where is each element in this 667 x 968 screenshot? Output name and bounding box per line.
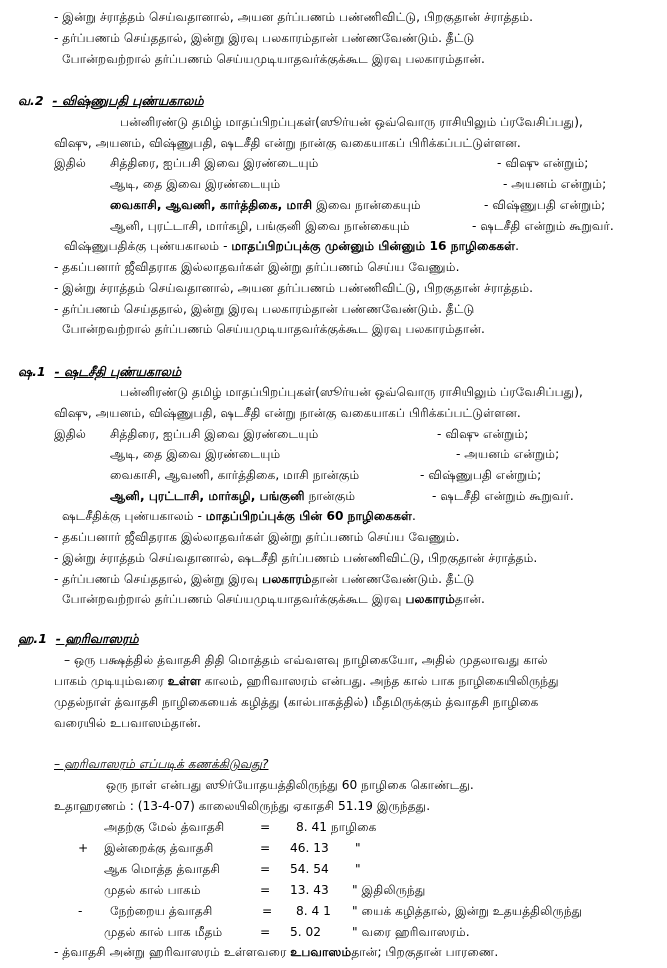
section-code: ஷ.1 [18, 364, 46, 379]
paragraph-line: முதல்நாள் த்வாதசி நாழிகையைக் கழித்து (கால்பாகத்தில்) மீதமிருக்கும் த்வாதசி நாழிகை [54, 695, 539, 709]
calc-value: 5. 02 [290, 925, 322, 939]
punctuation: . [411, 509, 416, 523]
punyakalam-value: மாதப்பிறப்புக்கு பின் 60 நாழிகைகள் [205, 509, 412, 523]
paragraph-line: – ஒரு பக்ஷத்தில் த்வாதசி திதி மொத்தம் எவ்வளவு நாழிகையோ, அதில் முதலாவது கால் [64, 653, 548, 667]
punyakalam-value: மாதப்பிறப்புக்கு முன்னும் பின்னும் 16 நாழிகைகள் [231, 239, 516, 253]
calc-value: 13. 43 [290, 883, 329, 897]
paragraph-line: விஷு, அயனம், விஷ்ணுபதி, ஷடசீதி என்று நான்கு வகையாகப் பிரிக்கப்பட்டுள்ளன. [54, 136, 521, 150]
section-heading-harivasaram [18, 631, 139, 647]
row-type: - ஷடசீதி என்றும் கூறுவர். [432, 489, 574, 503]
calc-label: முதல் கால் பாகம் [104, 883, 201, 897]
row-months: ஆனி, புரட்டாசி, மார்கழி, பங்குனி இவை நான்கையும் [110, 219, 410, 233]
calc-note: " [355, 862, 361, 876]
calc-label: ஆக மொத்த த்வாதசி [104, 862, 220, 876]
calc-label: நேற்றைய த்வாதசி [110, 904, 213, 918]
calc-equals: = [260, 820, 271, 834]
row-months: ஆடி, தை இவை இரண்டையும் [110, 447, 281, 461]
text-bold: பலகாரம் [262, 572, 312, 586]
bullet-line [54, 571, 474, 587]
punyakalam-line [64, 238, 519, 254]
intro-line-2: - தர்ப்பணம் செய்ததால், இன்று இரவு பலகாரம்தான் பண்ணவேண்டும். தீட்டு [54, 31, 475, 45]
intro-line-1: - இன்று ச்ராத்தம் செய்வதானால், அயன தர்ப்பணம் பண்ணிவிட்டு, பிறகுதான் ச்ராத்தம். [54, 10, 534, 24]
text: காலம், ஹரிவாஸரம் என்பது. அந்த கால் பாக நாழிகையிலிருந்து [200, 674, 559, 688]
bullet-line [62, 591, 485, 607]
paragraph-line: பன்னிரண்டு தமிழ் மாதப்பிறப்புகள்(ஸூர்யன் ஒவ்வொரு ராசியிலும் ப்ரவேசிப்பது), [120, 385, 583, 399]
row-type: - ஷடசீதி என்றும் கூறுவர். [472, 219, 614, 233]
calc-note: " யைக் கழித்தால், இன்று உதயத்திலிருந்து [352, 904, 583, 918]
row-months: வைகாசி, ஆவணி, கார்த்திகை, மாசி நான்கும் [110, 468, 360, 482]
row-type: - விஷ்ணுபதி என்றும்; [420, 468, 542, 482]
row-type: - அயனம் என்றும்; [503, 177, 607, 191]
months-suffix: நான்கும் [304, 489, 356, 503]
punyakalam-line [62, 508, 416, 524]
text: - த்வாதசி அன்று ஹரிவாஸரம் உள்ளவரை [54, 945, 291, 959]
punyakalam-label: ஷடசீதிக்கு புண்யகாலம் - [62, 509, 206, 523]
example-line: உதாஹரணம் : (13-4-07) காலையிலிருந்து ஏகாதசி 51.19 இருந்தது. [54, 799, 431, 813]
text-bold: உபவாஸம் [290, 945, 352, 959]
paragraph-line: வரையில் உபவாஸம்தான். [54, 716, 202, 730]
section-title: - ஹரிவாஸரம் [55, 631, 139, 646]
bullet-line: போன்றவற்றால் தர்ப்பணம் செய்யமுடியாதவர்க்குக்கூட இரவு பலகாரம்தான். [62, 322, 485, 336]
calc-value: 46. 13 [290, 841, 329, 855]
section-title: - விஷ்ணுபதி புண்யகாலம் [52, 93, 204, 108]
row-months: சித்திரை, ஐப்பசி இவை இரண்டையும் [110, 427, 319, 441]
calc-equals: = [260, 841, 271, 855]
section-code: வ.2 [18, 93, 44, 108]
section-code: ஹ.1 [18, 631, 47, 646]
months-bold: வைகாசி, ஆவணி, கார்த்திகை, மாசி [110, 198, 313, 212]
text: தான். [454, 592, 485, 606]
calc-note: " [355, 841, 361, 855]
punyakalam-label: விஷ்ணுபதிக்கு புண்யகாலம் - [64, 239, 232, 253]
question-heading: – ஹரிவாஸரம் எப்படிக் கணக்கிடுவது? [54, 757, 269, 771]
calc-equals: = [260, 925, 271, 939]
calc-operator: + [78, 841, 89, 855]
calc-equals: = [260, 883, 271, 897]
calc-label: இன்றைக்கு த்வாதசி [104, 841, 214, 855]
row-type: - விஷு என்றும்; [437, 427, 529, 441]
calc-value: 8. 4 1 [296, 904, 331, 918]
months-bold: ஆனி, புரட்டாசி, மார்கழி, பங்குனி [110, 489, 305, 503]
calc-value: 54. 54 [290, 862, 329, 876]
paragraph-line [54, 673, 559, 689]
calc-note: " இதிலிருந்து [352, 883, 426, 897]
paragraph-line: ஒரு நாள் என்பது ஸூர்யோதயத்திலிருந்து 60 நாழிகை கொண்டது. [106, 778, 474, 792]
bullet-line: - இன்று ச்ராத்தம் செய்வதானால், ஷடசீதி தர்ப்பணம் பண்ணிவிட்டு, பிறகுதான் ச்ராத்தம். [54, 551, 538, 565]
calc-label: முதல் கால் பாக மீதம் [104, 925, 223, 939]
section-heading-shadaseethi [18, 364, 181, 380]
punctuation: . [515, 239, 519, 253]
section-heading-vishnupathi [18, 93, 204, 109]
intro-line-3: போன்றவற்றால் தர்ப்பணம் செய்யமுடியாதவர்க்குக்கூட இரவு பலகாரம்தான். [62, 52, 485, 66]
calc-note: " வரை ஹரிவாஸரம். [352, 925, 470, 939]
row-months: ஆடி, தை இவை இரண்டையும் [110, 177, 281, 191]
row-months [110, 488, 355, 504]
row-type: - விஷ்ணுபதி என்றும்; [484, 198, 606, 212]
calc-value: 8. 41 நாழிகை [296, 820, 377, 834]
row-type: - அயனம் என்றும்; [456, 447, 560, 461]
text: போன்றவற்றால் தர்ப்பணம் செய்யமுடியாதவர்க்குக்கூட இரவு [62, 592, 406, 606]
bullet-line: - இன்று ச்ராத்தம் செய்வதானால், அயன தர்ப்பணம் பண்ணிவிட்டு, பிறகுதான் ச்ராத்தம். [54, 281, 534, 295]
text: தான்; பிறகுதான் பாரணை. [351, 945, 499, 959]
calc-equals: = [260, 862, 271, 876]
calc-label: அதற்கு மேல் த்வாதசி [104, 820, 225, 834]
text: - தர்ப்பணம் செய்ததால், இன்று இரவு [54, 572, 263, 586]
text-bold: உள்ள [167, 674, 201, 688]
row-type: - விஷு என்றும்; [497, 156, 589, 170]
row-months [110, 197, 421, 213]
section-title: - ஷடசீதி புண்யகாலம் [54, 364, 182, 379]
bullet-line: - தர்ப்பணம் செய்ததால், இன்று இரவு பலகாரம்தான் பண்ணவேண்டும். தீட்டு [54, 302, 475, 316]
text: பாகம் முடியும்வரை [54, 674, 168, 688]
text-bold: பலகாரம் [405, 592, 455, 606]
calc-operator: - [78, 904, 83, 918]
months-suffix: இவை நான்கையும் [312, 198, 421, 212]
row-months: சித்திரை, ஐப்பசி இவை இரண்டையும் [110, 156, 319, 170]
text: தான் பண்ணவேண்டும். தீட்டு [311, 572, 475, 586]
bullet-line: - தகப்பனார் ஜீவிதராக இல்லாதவர்கள் இன்று தர்ப்பணம் செய்ய வேணும். [54, 530, 460, 544]
closing-line [54, 944, 498, 960]
paragraph-line: விஷு, அயனம், விஷ்ணுபதி, ஷடசீதி என்று நான்கு வகையாகப் பிரிக்கப்பட்டுள்ளன. [54, 406, 521, 420]
paragraph-line: பன்னிரண்டு தமிழ் மாதப்பிறப்புகள்(ஸூர்யன் ஒவ்வொரு ராசியிலும் ப்ரவேசிப்பது), [120, 115, 583, 129]
row-label: இதில் [54, 156, 86, 170]
row-label: இதில் [54, 427, 86, 441]
calc-equals: = [262, 904, 273, 918]
bullet-line: - தகப்பனார் ஜீவிதராக இல்லாதவர்கள் இன்று தர்ப்பணம் செய்ய வேணும். [54, 260, 460, 274]
